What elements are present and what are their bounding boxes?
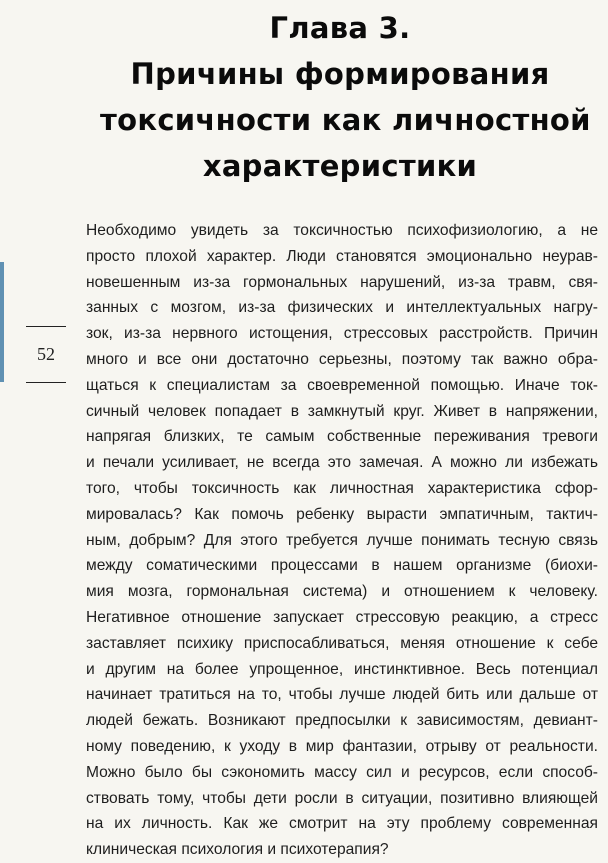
text-line: просто плохой характер. Люди становятся эмоционально неурав-	[86, 247, 598, 265]
text-line: и печали усиливает, не всегда это замечая. А можно ли избежать	[86, 454, 598, 472]
chapter-title-line: характеристики	[202, 149, 478, 183]
body-paragraph	[86, 218, 598, 863]
text-line: клиническая психология и психотерапия?	[86, 841, 389, 859]
text-line: Можно было бы сэкономить массу сил и ресурсов, если способ-	[86, 763, 598, 781]
text-line: новешенным из-за гормональных нарушений, из-за травм, свя-	[86, 273, 598, 291]
text-line: того, чтобы токсичность как личностная характеристика сфор-	[86, 479, 598, 497]
text-line: заставляет психику приспосабливаться, меняя отношение к себе	[86, 634, 598, 652]
text-line: людей бежать. Возникают предпосылки к зависимостям, девиант-	[86, 712, 598, 730]
text-line: между соматическими процессами в нашем организме (биохи-	[86, 557, 598, 575]
text-line: на их личность. Как же смотрит на эту проблему современная	[86, 815, 598, 833]
text-line: мия мозга, гормональная система) и отношением к человеку.	[86, 583, 598, 601]
page-number-block	[26, 326, 66, 382]
text-line: Негативное отношение запускает стрессовую реакцию, а стресс	[86, 608, 598, 626]
text-line: мировалась? Как помочь ребенку вырасти эмпатичным, тактич-	[86, 505, 598, 523]
page-number-top-rule	[26, 326, 66, 327]
text-line: много и все они достаточно серьезны, поэтому так важно обра-	[86, 350, 598, 368]
page-number: 52	[37, 344, 55, 364]
text-line: Необходимо увидеть за токсичностью психофизиологию, а не	[86, 222, 598, 239]
page-edge-tab	[0, 262, 4, 382]
page-number-bottom-rule	[26, 382, 66, 383]
text-line: ствовать тому, чтобы дети росли в ситуации, позитивно влияющей	[86, 789, 598, 807]
text-line: ным, добрым? Для этого требуется лучше понимать тесную связь	[86, 531, 598, 549]
chapter-heading	[100, 5, 591, 189]
text-line: и другим на более упрощенное, инстинктивное. Весь потенциал	[86, 660, 598, 678]
text-line: сичный человек попадает в замкнутый круг. Живет в напряжении,	[86, 402, 598, 420]
text-line: напрягая близких, те самым собственные переживания тревоги	[86, 428, 598, 446]
text-line: зок, из-за нервного истощения, стрессовых расстройств. Причин	[86, 325, 598, 343]
text-line: щаться к специалистам за своевременной помощью. Иначе ток-	[86, 376, 598, 394]
chapter-title-line: Причины формирования	[130, 57, 550, 91]
text-line: начинает тратиться на то, чтобы лучше людей бить или дальше от	[86, 686, 598, 704]
text-line: занных с мозгом, из-за физических и интеллектуальных нагру-	[86, 299, 598, 317]
chapter-title-line: Глава 3.	[269, 11, 411, 45]
chapter-title-line: токсичности как личностной	[100, 103, 591, 137]
text-line: ному поведению, к уходу в мир фантазии, отрыву от реальности.	[86, 737, 598, 755]
